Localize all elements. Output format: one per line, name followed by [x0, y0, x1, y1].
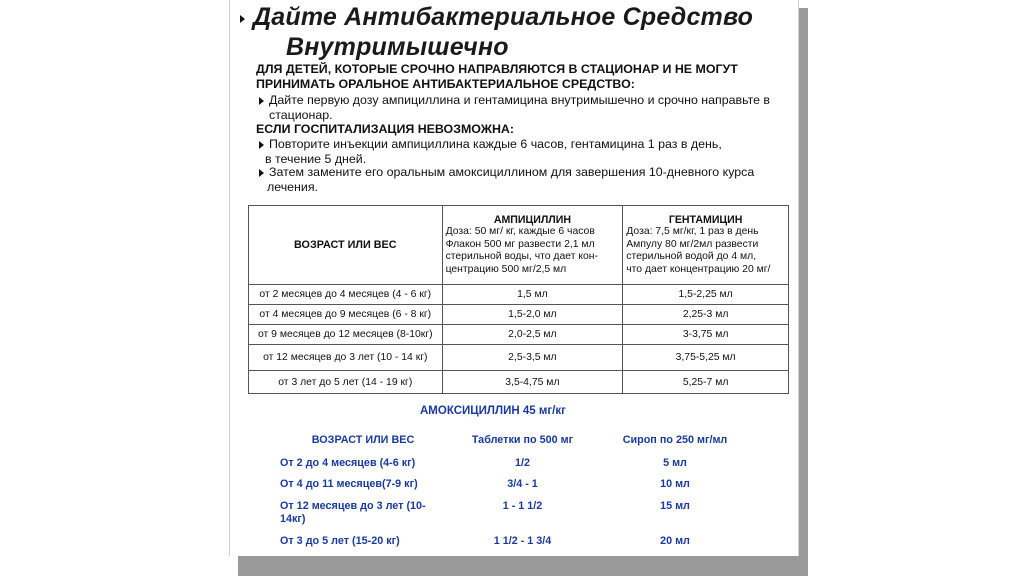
title-line-1: Дайте Антибактериальное Средство: [253, 3, 754, 31]
header-age: ВОЗРАСТ ИЛИ ВЕС: [249, 206, 443, 285]
intro-line-2: ПРИНИМАТЬ ОРАЛЬНОЕ АНТИБАКТЕРИАЛЬНОЕ СРЕДСТВО:: [256, 77, 635, 91]
amox-header-tablets: Таблетки по 500 мг: [471, 434, 574, 446]
bullet-1-line-2: стационар.: [269, 108, 333, 122]
amox-row-age: От 2 до 4 месяцев (4-6 кг): [280, 457, 416, 469]
amox-row-tablets: 1 1/2 - 1 3/4: [493, 535, 552, 547]
bullet-3-line-1: Затем замените его оральным амоксициллином для завершения 10-дневного курса: [269, 165, 755, 179]
header-gentamicin: [623, 206, 789, 285]
row-ampicillin: 3,5-4,75 мл: [442, 371, 623, 394]
bullet-arrow-icon: [259, 169, 264, 177]
title-bullet-icon: [240, 15, 245, 23]
amox-row-tablets: 3/4 - 1: [507, 478, 538, 490]
bullet-arrow-icon: [259, 97, 264, 105]
amox-row-age: От 3 до 5 лет (15-20 кг): [280, 535, 400, 547]
ampicillin-water: стерильной воды, что дает кон-: [445, 251, 598, 263]
row-age: от 2 месяцев до 4 месяцев (4 - 6 кг): [249, 285, 443, 305]
ampicillin-dose: Доза: 50 мг/ кг, каждые 6 часов: [445, 226, 595, 238]
slide-page: [229, 0, 799, 556]
intro-line-1: ДЛЯ ДЕТЕЙ, КОТОРЫЕ СРОЧНО НАПРАВЛЯЮТСЯ В СТАЦИОНАР И НЕ МОГУТ: [256, 62, 738, 76]
row-age: от 12 месяцев до 3 лет (10 - 14 кг): [249, 345, 443, 371]
gentamicin-dose: Доза: 7,5 мг/кг, 1 раз в день: [626, 226, 759, 238]
row-age: от 3 лет до 5 лет (14 - 19 кг): [249, 371, 443, 394]
page-title: [253, 3, 753, 32]
gentamicin-name: ГЕНТАМИЦИН: [668, 213, 743, 226]
bullet-arrow-icon: [259, 141, 264, 149]
table-row: [249, 325, 789, 345]
amox-header-syrup: Сироп по 250 мг/мл: [622, 434, 728, 446]
table-row: [249, 371, 789, 394]
amox-row-syrup: 20 мл: [660, 535, 690, 547]
amox-row-age-line-1: От 12 месяцев до 3 лет (10-: [280, 500, 426, 512]
gentamicin-concentration: что дает концентрацию 20 мг/: [626, 263, 771, 275]
amox-header-age: ВОЗРАСТ ИЛИ ВЕС: [311, 434, 415, 446]
row-gentamicin: 2,25-3 мл: [623, 305, 789, 325]
row-gentamicin: 5,25-7 мл: [623, 371, 789, 394]
row-ampicillin: 2,5-3,5 мл: [442, 345, 623, 371]
injection-dose-table: [248, 205, 789, 394]
row-gentamicin: 3-3,75 мл: [623, 325, 789, 345]
amoxicillin-title: АМОКСИЦИЛЛИН 45 мг/кг: [420, 405, 566, 417]
row-age: от 4 месяцев до 9 месяцев (6 - 8 кг): [249, 305, 443, 325]
no-hospitalization-heading: ЕСЛИ ГОСПИТАЛИЗАЦИЯ НЕВОЗМОЖНА:: [256, 122, 514, 136]
row-gentamicin: 3,75-5,25 мл: [623, 345, 789, 371]
bullet-2-line-1: Повторите инъекции ампициллина каждые 6 часов, гентамицина 1 раз в день,: [269, 137, 722, 151]
bullet-1-line-1: Дайте первую дозу ампициллина и гентамицина внутримышечно и срочно направьте в: [269, 93, 771, 107]
row-ampicillin: 1,5-2,0 мл: [442, 305, 623, 325]
header-ampicillin: [442, 206, 623, 285]
row-gentamicin: 1,5-2,25 мл: [623, 285, 789, 305]
amox-row-age-line-2: 14кг): [280, 513, 306, 525]
gentamicin-ampoule: Ампулу 80 мг/2мл развести: [626, 238, 759, 250]
row-ampicillin: 1,5 мл: [442, 285, 623, 305]
ampicillin-concentration: центрацию 500 мг/2,5 мл: [445, 263, 567, 275]
amox-row-syrup: 15 мл: [660, 500, 690, 512]
bullet-3-line-2: лечения.: [267, 180, 318, 194]
ampicillin-vial: Флакон 500 мг развести 2,1 мл: [445, 238, 595, 250]
table-row: [249, 345, 789, 371]
amox-row-syrup: 10 мл: [660, 478, 690, 490]
amox-row-age: От 4 до 11 месяцев(7-9 кг): [280, 478, 418, 490]
page-title-line-2: Внутримышечно: [286, 33, 509, 61]
gentamicin-water: стерильной водой до 4 мл,: [626, 251, 757, 263]
table-row: [249, 285, 789, 305]
amox-row-tablets: 1 - 1 1/2: [502, 500, 543, 512]
ampicillin-name: АМПИЦИЛЛИН: [493, 213, 571, 226]
row-age: от 9 месяцев до 12 месяцев (8-10кг): [249, 325, 443, 345]
amox-row-tablets: 1/2: [514, 457, 530, 469]
table-row: [249, 305, 789, 325]
amox-row-syrup: 5 мл: [663, 457, 687, 469]
row-ampicillin: 2,0-2,5 мл: [442, 325, 623, 345]
bullet-2-line-2: в течение 5 дней.: [265, 152, 367, 166]
table-header-row: [249, 206, 789, 285]
